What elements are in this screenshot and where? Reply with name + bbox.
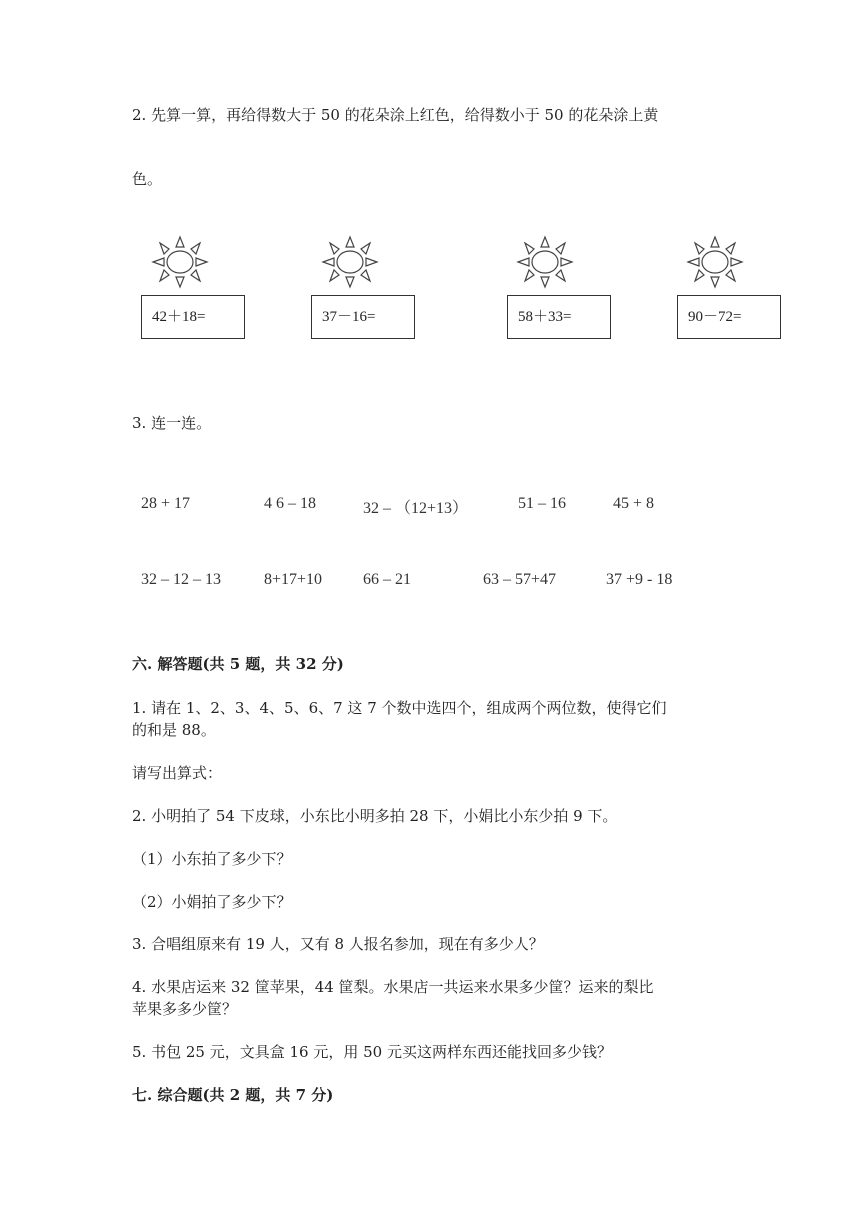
q2-text-line1: 2. 先算一算，再给得数大于 50 的花朵涂上红色，给得数小于 50 的花朵涂上黄 (132, 106, 659, 124)
match-expression-bottom[interactable]: 32 – 12 – 13 (141, 571, 221, 588)
question-text: 3. 合唱组原来有 19 人，又有 8 人报名参加，现在有多少人？ (132, 935, 544, 953)
q3-title: 3. 连一连。 (132, 414, 212, 432)
match-expression-top[interactable]: 51 – 16 (518, 495, 566, 512)
q2-text-line2: 色。 (132, 170, 163, 188)
sub-question: （2）小娟拍了多少下？ (132, 893, 292, 911)
sun-flower-icon (515, 235, 575, 289)
sun-flower-icon (150, 235, 210, 289)
match-expression-top[interactable]: 45 + 8 (613, 495, 655, 512)
question-text: 2. 小明拍了 54 下皮球，小东比小明多拍 28 下，小娟比小东少拍 9 下。 (132, 807, 618, 825)
section-heading: 六. 解答题(共 5 题，共 32 分) (132, 655, 344, 673)
equation-box: 37－16= (311, 295, 415, 339)
match-expression-top[interactable]: 32 – （12+13） (363, 500, 469, 517)
match-expression-bottom[interactable]: 37 +9 - 18 (606, 571, 673, 588)
question-text: 1. 请在 1、2、3、4、5、6、7 这 7 个数中选四个，组成两个两位数，使得它们 (132, 699, 667, 717)
match-expression-bottom[interactable]: 63 – 57+47 (483, 571, 557, 588)
match-expression-bottom[interactable]: 66 – 21 (363, 571, 411, 588)
sun-flower-icon (320, 235, 380, 289)
question-prompt: 请写出算式： (132, 764, 223, 782)
sub-question: （1）小东拍了多少下？ (132, 850, 292, 868)
question-text: 的和是 88。 (132, 721, 216, 739)
question-text: 4. 水果店运来 32 筐苹果，44 筐梨。水果店一共运来水果多少筐？运来的梨比 (132, 978, 654, 996)
match-expression-top[interactable]: 28 + 17 (141, 495, 191, 512)
match-expression-top[interactable]: 4 6 – 18 (264, 495, 316, 512)
match-expression-bottom[interactable]: 8+17+10 (264, 571, 323, 588)
section-heading: 七. 综合题(共 2 题，共 7 分) (132, 1086, 334, 1104)
equation-box: 42＋18= (141, 295, 245, 339)
question-text: 苹果多多少筐？ (132, 1000, 238, 1018)
question-text: 5. 书包 25 元，文具盒 16 元，用 50 元买这两样东西还能找回多少钱？ (132, 1043, 612, 1061)
equation-box: 58＋33= (507, 295, 611, 339)
sun-flower-icon (685, 235, 745, 289)
equation-box: 90－72= (677, 295, 781, 339)
